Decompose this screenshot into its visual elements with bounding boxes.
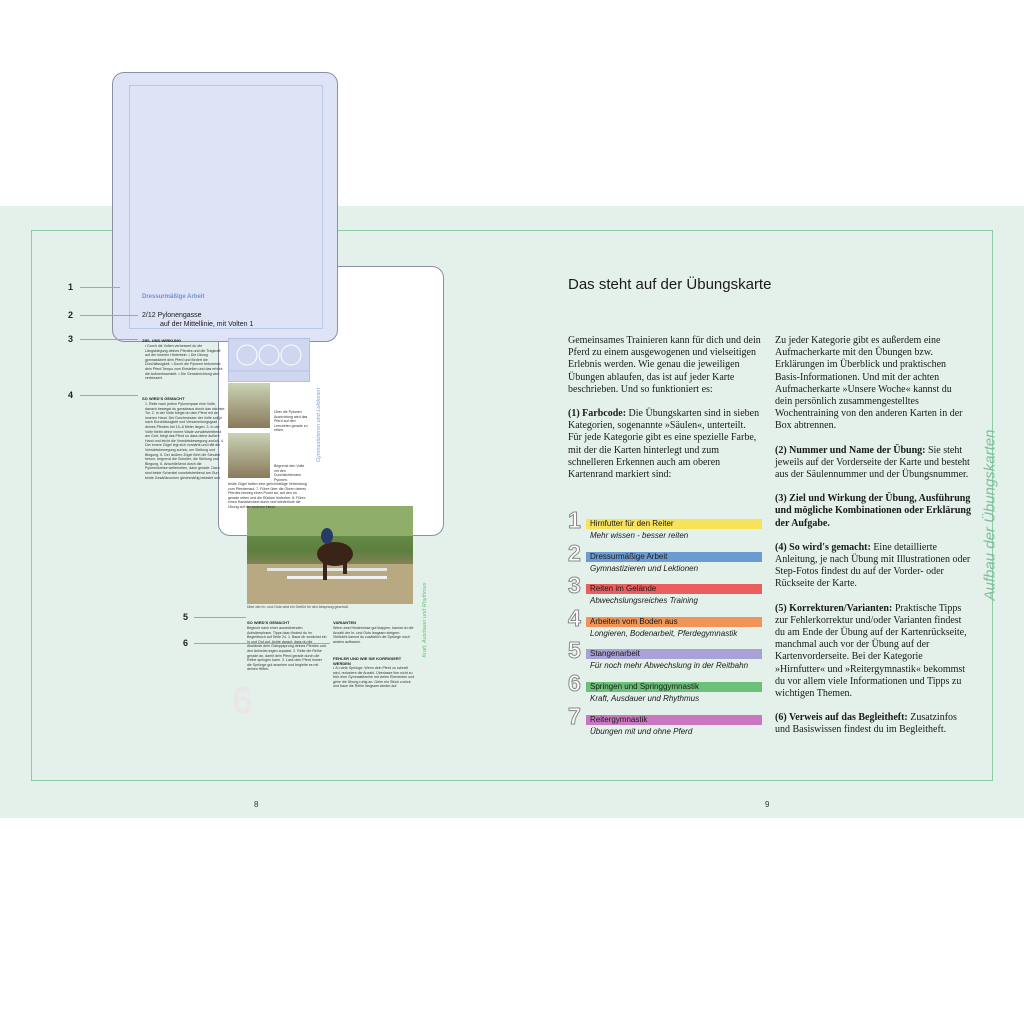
variants-text: Wenn zwei Hindernisse gut klappen, kannst du die Anzahl der In- und Outs langsam steigern. Vielleicht kannst du zusätzlich die Sprünge noch anders aufbauen. [333,626,414,644]
callout-line-5 [194,617,246,618]
how-text: 1. Reite nach jedem Pylonenpaar eine Volte, danach bewegst du geradeaus durch das nächste Tor. 2. In der Volte biegst du dein Pferd mit der inneren Hand. Der Durchmesser der Volte soll je nach Durchlässigkeit und Versammlungsgrad deines Pferdes bei 10–6 Meter liegen. 3. In der Volte bleibt deine innere Wade vorwärtstreibend am Gurt, biegt das Pferd so dass deine äußere Hand und leicht die Vorwärtsbewegung zurück. 4. Der innere Zügel legt sich vorwärts und hält die Vorwärtsbewegung zurück, um Stellung und Biegung. 5. Der äußere Zügel führt die Schulter herum, begrenzt die Schulter, die Stellung und Biegung. 6. Anschließend durch die Pylonenkreise weiterreiten, dann gerade. Dazu sind beide Schenkel vorwärtstreibend am Gurt, beide Gesäßknochen gleichmäßig belastet und [145,402,225,480]
category-item [568,539,762,576]
page-number-left: 8 [254,800,259,809]
farbcode-paragraph: (1) Farbcode: Die Übungskarten sind in sieben Kategorien, sogenannte »Säulen«, unterteilt. Für jede Kategorie gibt es eine spezielle Farbe, mit der die Karten hinterlegt und zum schnelleren Erkennen auch am oberen Kartenrand markiert sind: [568,408,760,481]
callout-line-2 [80,315,138,316]
back-card-vertical-label: Kraft, Ausdauer und Rhythmus [422,582,428,658]
exercise-title: 2/12 Pylonengasse auf der Mittellinie, mit Volten 1 [142,312,254,328]
category-item [568,702,762,739]
errors-text: • Zu viele Sprünge: Wenn dein Pferd zu schnell wird, reduziere die Anzahl. Überlasse ihm nicht zu früh eine Gymnastikreihe mit vielen Elementen und gehe die Übung ruhig an. Gehe ein Stück zurück und baue die Reihe langsam wieder auf. [333,666,415,689]
callout-2: 2 [68,310,74,320]
callout-3: 3 [68,334,74,344]
callout-line-4 [80,395,138,396]
page-heading: Das steht auf der Übungskarte [568,276,772,293]
category-name: Hirnfutter für den Reiter [590,519,674,528]
category-number: 1 [568,507,581,533]
callout-1: 1 [68,282,74,292]
ziel-paragraph: (3) Ziel und Wirkung der Übung, Ausführung und mögliche Kombinationen oder Erklärung der Aufgabe. [775,493,971,529]
photo-caption-2: Begrenzt den Volte mit den Durchsichtenden Pylonen. [274,464,305,482]
category-item [568,572,762,608]
callout-6: 6 [183,638,189,648]
category-number: 2 [568,539,581,566]
callout-4: 4 [68,390,74,400]
category-item [568,507,762,543]
category-name: Reitergymnastik [590,714,648,724]
back-how-heading: SO WIRD'S GEMACHT [247,620,290,625]
category-subtitle: Übungen mit und ohne Pferd [590,726,693,736]
page-number-right: 9 [765,800,770,809]
back-how-text: Beginne nach einer ausreichenden Aufwärmphase. Tipps dazu findest du im Begleitbuch auf Seite 24. 1. Baue dir zunächst ein In und Out auf. Achte darauf, dass du die Abstände dem Galoppsprung deines Pferdes und den Anforderungen anpasst. 2. Reite die Reihe gerade an, damit dein Pferd gerade durch die Reihe springen kann. 3. Lass dein Pferd immer die Sprünge gut ansehen und begleite es mit deinen Hilfen. [247,626,327,672]
category-number: 6 [568,669,581,696]
callout-line-3 [80,339,138,340]
korrekturen-paragraph: (5) Korrekturen/Varianten: Praktische Tipps zur Fehlerkorrektur und/oder Varianten findest du am Ende der Übung auf der Kartenrückseite, manchmal auch vor der Übung auf der Kartenvorderseite. Bei der Kategorie »Hirnfutter« und »Reitergymnastik« bekommst du vor allem viele Informationen und Tipps zu wichtigen Themen. [775,602,967,700]
category-subtitle: Longieren, Bodenarbeit, Pferdegymnastik [590,628,738,638]
category-name: Arbeiten vom Boden aus [590,616,678,626]
volte-diagram [228,338,310,382]
how-heading: SO WIRD'S GEMACHT [142,396,185,401]
back-card-big-number: 6 [232,680,254,722]
so-wirds-paragraph: (4) So wird's gemacht: Eine detaillierte Anleitung, je nach Übung mit Illustrationen oder Step-Fotos findest du auf der Vorder- oder Rückseite der Karte. [775,541,971,590]
goal-heading: ZIEL UND WIRKUNG [142,338,182,343]
category-number: 4 [568,604,581,631]
card-inner-border [129,85,323,329]
category-number: 3 [568,572,581,599]
begleitheft-paragraph: (6) Verweis auf das Begleitheft: Zusatzinfos und Basiswissen findest du im Begleitheft. [775,712,957,736]
intro-paragraph: Gemeinsames Trainieren kann für dich und dein Pferd zu einem ausgewogenen und vielseitigen Erlebnis werden. Wie genau die jeweiligen Übungen ablaufen, das ist auf jeder Karte beschrieben. Und so funktioniert es: [568,335,761,395]
goal-text: • Durch die Volten verbessert du die Längsbiegung deines Pferdes und die Tragkraft auf der inneren Hinterbein. • Die Übung gymnastiziert dein Pferd und fördert die Durchlässigkeit. • Durch die Pylonen bekommst dein Pferd Tempo zum Einstellen und das erhöht die Aufmerksamkeit. • Die Geraderichtung wird verbessert. [145,344,223,381]
category-subtitle: Mehr wissen - besser reiten [590,531,689,540]
category-name: Springen und Springgymnastik [590,681,699,691]
category-name: Stangenarbeit [590,649,640,659]
category-name: Reiten im Gelände [590,584,657,594]
category-subtitle: Abwechslungsreiches Training [590,596,698,606]
category-list [568,507,762,738]
rider-photo-2 [228,433,270,478]
errors-heading: FEHLER UND WIE SIE KORRIGIERT WERDEN [333,656,402,666]
side-title: Aufbau der Übungskarten [981,429,999,601]
callout-line-1 [80,287,120,288]
callout-line-6 [194,643,330,644]
category-subtitle: Gymnastizieren und Lektionen [590,563,699,573]
category-subtitle: Kraft, Ausdauer und Rhythmus [590,693,700,703]
front-category: Dressurmäßige Arbeit [142,294,205,300]
text-column-left [568,335,762,493]
category-subtitle: Für noch mehr Abwechslung in der Reitbahn [590,661,749,671]
category-item [568,669,762,706]
front-card-vertical-label: Gymnastizieren und Lektionen [316,387,322,463]
exercise-card-front [112,72,338,342]
category-name: Dressurmäßige Arbeit [590,551,668,561]
text-column-right [775,335,971,749]
category-number: 7 [568,702,581,729]
category-item [568,604,762,641]
callout-5: 5 [183,612,189,622]
category-item [568,637,762,673]
category-number: 5 [568,637,581,664]
nummer-paragraph: (2) Nummer und Name der Übung: Sie steht jeweils auf der Vorderseite der Karte und besteht aus der Säulennummer und der Übungsnummer. [775,444,970,481]
photo-caption-1: Über die Pylonen Ausrichtung wird das Pferd auf den Lernzielen gerade zu reiten. [274,410,308,433]
rider-photo-1 [228,383,270,428]
how-text-continued: beide Zügel halten eine gleichmäßige Verbindung zum Pferdemaul. 7. Führe über die Ohren deines Pferdes hinweg einen Punkt an, auf den du gerade reiten und die Rücken hinterher. 8. Führe einen Handwechsel durch und wiederhole die Übung auf der anderen Hand. [228,482,307,509]
back-photo-caption: Über den In- und Outs wird ein Gefühl für den Absprung geschult. [247,605,349,609]
aufmacher-paragraph: Zu jeder Kategorie gibt es außerdem eine Aufmacherkarte mit den Übungen bzw. Erklärungen im Überblick und praktischen Basis-Informationen. Und mit der achten Aufmacherkarte »Unsere Woche« kannst du dein persönlich zusammengestelltes Wochentraining von den anderen Karten in der Box abtrennen. [775,335,963,432]
variants-heading: VARIANTEN [333,620,357,625]
